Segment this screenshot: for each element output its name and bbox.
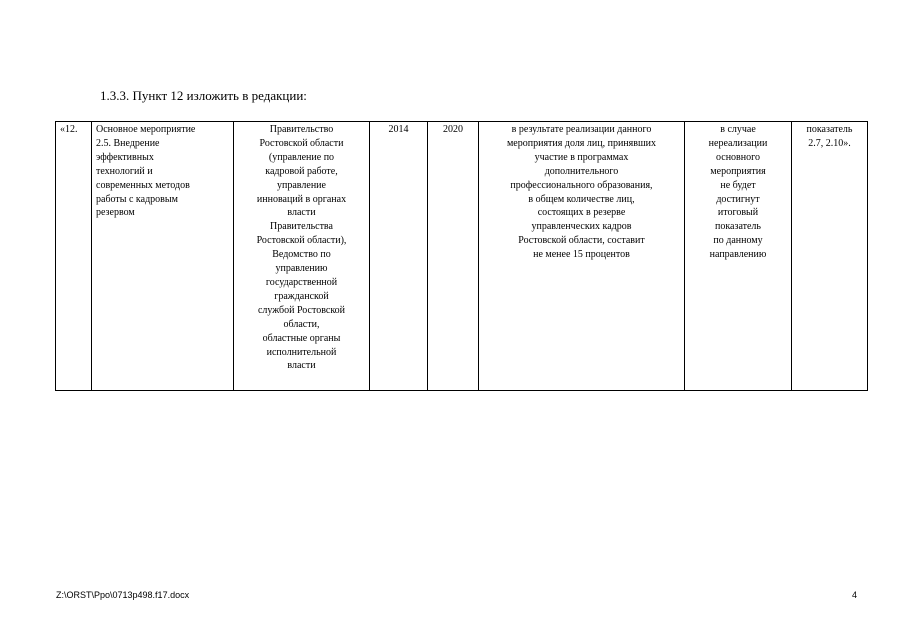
year-start-cell xyxy=(370,122,428,391)
year-end-cell xyxy=(428,122,479,391)
row-number-cell xyxy=(56,122,92,391)
result-cell xyxy=(479,122,685,391)
activity-cell xyxy=(92,122,234,391)
activity-text: Основное мероприятие 2.5. Внедрение эффективных технологий и современных методов работы с кадровым резервом xyxy=(96,124,196,219)
amendment-table xyxy=(55,121,868,391)
result-text: в результате реализации данного мероприятия доля лиц, принявших участие в программах дополнительного профессионального образования, в общем количестве лиц, состоящих в резерве управленческих кадров Ростовской области, составит не менее 15 процентов xyxy=(506,124,657,261)
year-end: 2020 xyxy=(443,124,463,135)
indicators-text: показатель 2.7, 2.10». xyxy=(806,124,853,149)
executor-text: Правительство Ростовской области (управление по кадровой работе, управление инноваций в органах власти Правительства Ростовской области), Ведомство по управлению государственной гражданской службой Ростовской области, областные органы исполнительной власти xyxy=(256,124,347,372)
executor-cell xyxy=(234,122,370,391)
table-row xyxy=(56,122,868,391)
consequences-text: в случае нереализации основного мероприятия не будет достигнут итоговый показатель по данному направлению xyxy=(708,124,768,261)
page-number: 4 xyxy=(852,590,858,600)
footer-file-path: Z:\ORST\Ppo\0713p498.f17.docx xyxy=(56,590,190,600)
row-number: «12. xyxy=(60,124,78,135)
amendment-heading: 1.3.3. Пункт 12 изложить в редакции: xyxy=(100,88,307,103)
year-start: 2014 xyxy=(388,124,409,135)
indicators-cell xyxy=(792,122,868,391)
consequences-cell xyxy=(685,122,792,391)
